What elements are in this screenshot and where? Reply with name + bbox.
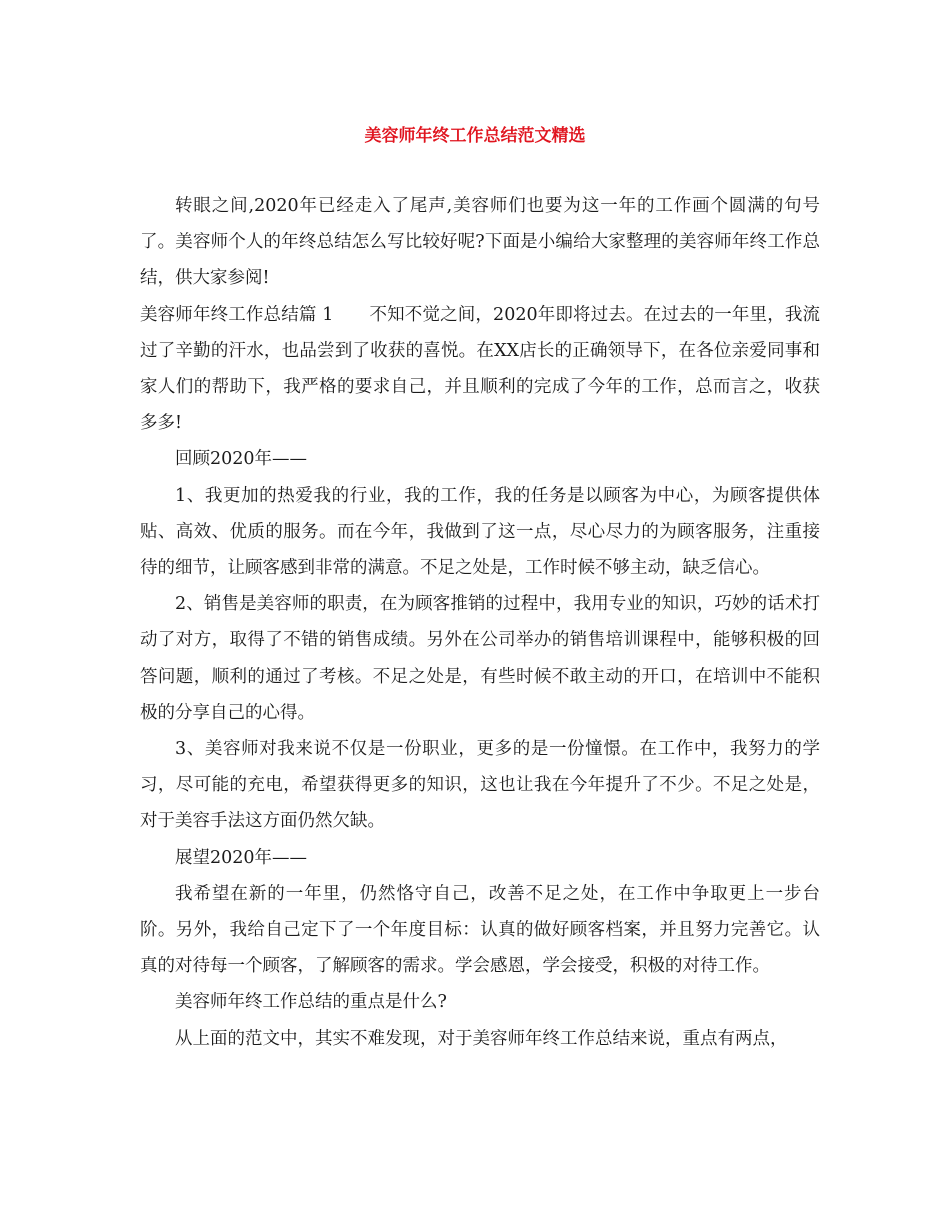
outlook-paragraph: 我希望在新的一年里，仍然恪守自己，改善不足之处，在工作中争取更上一步台阶。另外，我给自己定下了一个年度目标：认真的做好顾客档案，并且努力完善它。认真的对待每一个顾客，了解顾客的需求。学会感恩，学会接受，积极的对待工作。: [140, 883, 820, 977]
section1-heading: 美容师年终工作总结篇 1: [140, 304, 334, 325]
key-question: 美容师年终工作总结的重点是什么?: [175, 992, 447, 1013]
section1-text: 不知不觉之间，2020年即将过去。在过去的一年里，我流过了辛勤的汗水，也品尝到了收获的喜悦。在XX店长的正确领导下，在各位亲爱同事和家人们的帮助下，我严格的要求自己，并且顺利的完成了今年的工作，总而言之，收获多多!: [140, 304, 820, 434]
intro-paragraph: 转眼之间,2020年已经走入了尾声,美容师们也要为这一年的工作画个圆满的句号了。美容师个人的年终总结怎么写比较好呢?下面是小编给大家整理的美容师年终工作总结，供大家参阅!: [140, 196, 820, 289]
key-paragraph: 从上面的范文中，其实不难发现，对于美容师年终工作总结来说，重点有两点，: [175, 1028, 788, 1049]
review-point-3: 3、美容师对我来说不仅是一份职业，更多的是一份憧憬。在工作中，我努力的学习，尽可能的充电，希望获得更多的知识，这也让我在今年提升了不少。不足之处是，对于美容手法这方面仍然欠缺。: [140, 739, 820, 832]
review-point-2: 2、销售是美容师的职责，在为顾客推销的过程中，我用专业的知识，巧妙的话术打动了对方，取得了不错的销售成绩。另外在公司举办的销售培训课程中，能够积极的回答问题，顺利的通过了考核。不足之处是，有些时候不敢主动的开口，在培训中不能积极的分享自己的心得。: [140, 594, 820, 723]
document-body: [140, 188, 820, 1057]
review-heading: 回顾2020年——: [175, 449, 308, 470]
outlook-heading: 展望2020年——: [175, 847, 308, 868]
section1-paragraph: [140, 297, 820, 442]
review-point-1: 1、我更加的热爱我的行业，我的工作，我的任务是以顾客为中心，为顾客提供体贴、高效、优质的服务。而在今年，我做到了这一点，尽心尽力的为顾客服务，注重接待的细节，让顾客感到非常的满意。不足之处是，工作时候不够主动，缺乏信心。: [140, 485, 820, 579]
document-title: 美容师年终工作总结范文精选: [364, 126, 586, 146]
